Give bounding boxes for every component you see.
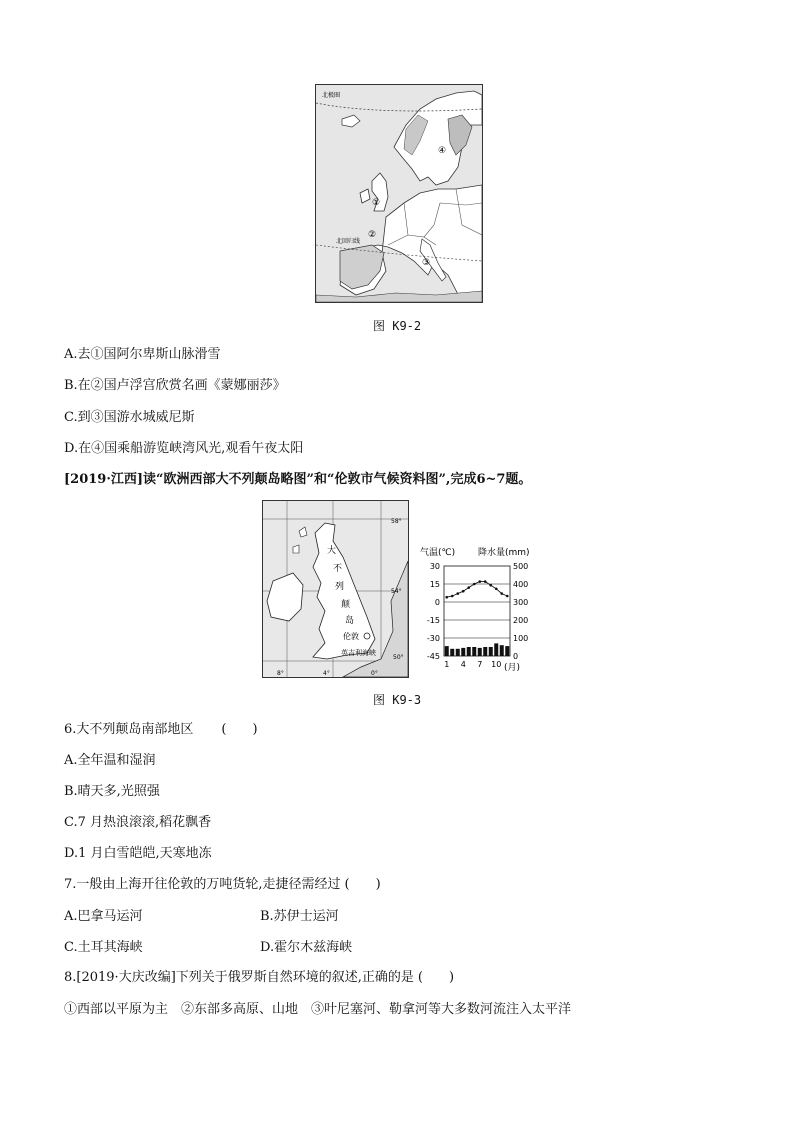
left-tick-label: 15	[429, 580, 440, 589]
q7-blank: ( )	[344, 877, 381, 892]
q7-option-b: B.苏伊士运河	[260, 909, 339, 924]
precip-bar	[505, 646, 509, 656]
left-tick-label: -45	[426, 652, 440, 661]
precip-bar	[450, 649, 454, 656]
precip-bar	[494, 643, 498, 656]
figure2-caption: 图 K9-3	[373, 693, 422, 707]
q7-option-d: D.霍尔木兹海峡	[260, 940, 353, 955]
temperature-point	[500, 592, 503, 595]
q8-blank: ( )	[417, 970, 455, 985]
island-char-3: 列	[335, 582, 345, 592]
island-char-2: 不	[333, 564, 343, 574]
prev-option-a: A.去①国阿尔卑斯山脉滑雪	[64, 347, 221, 362]
island-char-5: 岛	[345, 616, 355, 626]
q7-option-c: C.土耳其海峡	[64, 940, 143, 955]
precip-bar	[478, 648, 482, 656]
q7-stem: 7.一般由上海开往伦敦的万吨货轮,走捷径需经过	[64, 877, 341, 892]
lon-8: 8°	[277, 670, 284, 677]
q8-stem-row	[64, 970, 454, 986]
figure1-caption: 图 K9-2	[373, 319, 422, 333]
britain-map-svg	[263, 501, 408, 677]
europe-map	[315, 84, 483, 303]
marker-4: ④	[438, 146, 447, 156]
right-tick-label: 500	[513, 562, 529, 571]
precip-bar	[472, 647, 476, 656]
q7-option-a: A.巴拿马运河	[64, 909, 143, 924]
marker-2: ②	[368, 230, 377, 240]
q6-stem: 6.大不列颠岛南部地区	[64, 722, 194, 737]
london-label: 伦敦	[343, 632, 359, 641]
temperature-point	[473, 583, 476, 586]
precip-bar	[483, 647, 487, 656]
temperature-point	[495, 588, 498, 591]
q8-statements: ①西部以平原为主 ②东部多高原、山地 ③叶尼塞河、勒拿河等大多数河流注入太平洋	[64, 1002, 572, 1017]
marker-3: ③	[422, 258, 431, 268]
temperature-point	[445, 596, 448, 599]
left-tick-label: -30	[426, 634, 440, 643]
left-tick-label: 30	[429, 562, 440, 571]
prev-option-d: D.在④国乘船游览峡湾风光,观看午夜太阳	[64, 441, 304, 456]
temperature-point	[451, 595, 454, 598]
x-tick-label: 1	[444, 660, 450, 669]
q6-option-a: A.全年温和湿润	[64, 753, 156, 768]
q6-stem-row	[64, 722, 258, 738]
precip-bar	[500, 645, 504, 656]
q6-option-c: C.7 月热浪滚滚,稻花飘香	[64, 815, 212, 830]
precip-bar	[461, 648, 465, 656]
left-tick-label: -15	[426, 616, 440, 625]
britain-map	[262, 500, 409, 678]
temperature-point	[478, 580, 481, 583]
left-tick-label: 0	[434, 598, 440, 607]
prev-option-b: B.在②国卢浮宫欣赏名画《蒙娜丽莎》	[64, 378, 286, 393]
temperature-point	[489, 584, 492, 587]
channel-label: 英吉利海峡	[341, 649, 376, 657]
x-unit-label: (月)	[504, 663, 521, 673]
x-tick-label: 10	[491, 660, 502, 669]
chart-frame	[444, 566, 510, 656]
lat-58: 58°	[391, 518, 402, 525]
left-axis-label: 气温(℃)	[420, 548, 456, 558]
temperature-point	[456, 592, 459, 595]
right-tick-label: 400	[513, 580, 529, 589]
lon-4: 4°	[323, 670, 330, 677]
europe-map-svg	[316, 85, 482, 302]
temperature-point	[467, 586, 470, 589]
lon-0: 0°	[371, 670, 378, 677]
tropic-label: 北回归线	[336, 238, 361, 245]
q7-stem-row	[64, 877, 381, 893]
lat-54: 54°	[391, 588, 402, 595]
island-char-4: 颠	[341, 600, 351, 610]
right-tick-label: 300	[513, 598, 529, 607]
right-axis-label: 降水量(mm)	[478, 548, 530, 558]
right-tick-label: 100	[513, 634, 529, 643]
question-intro: [2019·江西]读“欧洲西部大不列颠岛略图”和“伦敦市气候资料图”,完成6~7题。	[64, 472, 532, 487]
lat-50: 50°	[393, 654, 404, 661]
temperature-point	[484, 580, 487, 583]
right-tick-label: 0	[513, 652, 519, 661]
q6-blank: ( )	[221, 722, 258, 737]
prev-option-c: C.到③国游水城威尼斯	[64, 410, 195, 425]
temperature-point	[506, 595, 509, 598]
right-tick-label: 200	[513, 616, 529, 625]
precip-bar	[445, 646, 449, 656]
temperature-point	[462, 590, 465, 593]
q6-option-d: D.1 月白雪皑皑,天寒地冻	[64, 846, 212, 861]
marker-1: ①	[372, 198, 381, 208]
arctic-circle-label: 北极圈	[322, 92, 341, 99]
precip-bar	[467, 647, 471, 656]
q8-stem: 8.[2019·大庆改编]下列关于俄罗斯自然环境的叙述,正确的是	[64, 970, 414, 985]
island-char-1: 大	[327, 546, 337, 556]
q6-option-b: B.晴天多,光照强	[64, 784, 160, 799]
x-tick-label: 7	[477, 660, 483, 669]
x-tick-label: 4	[460, 660, 466, 669]
precip-bar	[489, 647, 493, 656]
precip-bar	[456, 649, 460, 656]
climate-chart	[410, 545, 535, 675]
